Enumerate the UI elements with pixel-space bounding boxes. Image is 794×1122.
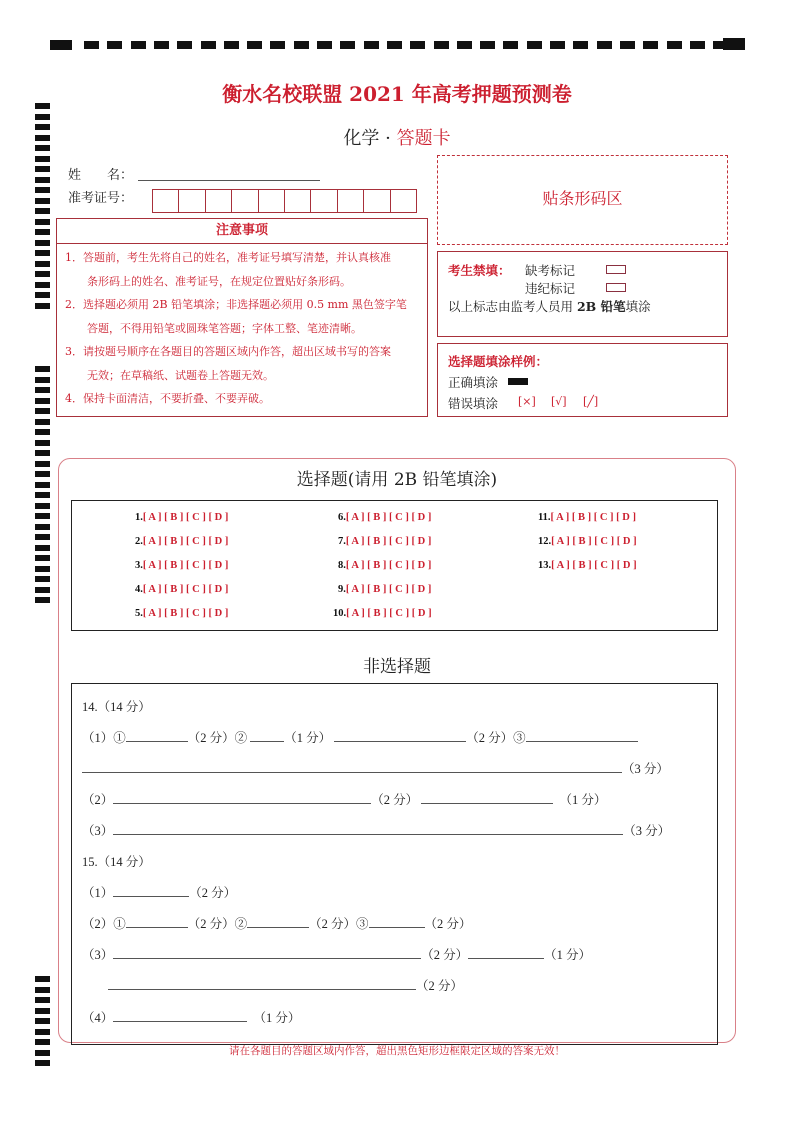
notice-heading: 注意事项 — [57, 219, 427, 244]
answer-options[interactable]: [ A ] [ B ] [ C ] [ D ] — [142, 536, 229, 547]
filled-sample — [508, 378, 528, 385]
question-number: 1. — [135, 512, 143, 523]
label: （2 分）③ — [309, 917, 369, 931]
timing-mark — [35, 587, 50, 593]
timing-mark — [35, 997, 50, 1003]
timing-mark — [35, 303, 50, 309]
label: （3） — [82, 824, 114, 838]
card-label: 答题卡 — [396, 128, 451, 149]
timing-mark — [35, 524, 50, 530]
answer-options[interactable]: [ A ] [ B ] [ C ] [ D ] — [345, 512, 432, 523]
choice-question[interactable] — [338, 584, 431, 595]
answer-blank[interactable] — [113, 822, 623, 835]
choice-question[interactable] — [338, 512, 431, 523]
answer-options[interactable]: [ A ] [ B ] [ C ] [ D ] — [345, 560, 432, 571]
timing-mark — [35, 198, 50, 204]
timing-mark — [35, 1008, 50, 1014]
answer-blank[interactable] — [113, 791, 371, 804]
timing-mark — [35, 419, 50, 425]
timing-mark — [35, 366, 50, 372]
question-number: 3. — [135, 560, 143, 571]
timing-mark — [317, 41, 332, 49]
exam-title: 衡水名校联盟 2021 年高考押题预测卷 — [222, 82, 572, 106]
choice-question[interactable] — [135, 560, 228, 571]
label: （2） — [82, 793, 114, 807]
timing-mark — [410, 41, 425, 49]
q15-row — [82, 883, 236, 901]
id-digit-box[interactable] — [363, 189, 390, 213]
choice-question[interactable] — [538, 512, 636, 523]
answer-blank[interactable] — [468, 946, 544, 959]
answer-blank[interactable] — [334, 729, 466, 742]
timing-mark — [35, 282, 50, 288]
barcode-area: 贴条形码区 — [437, 155, 728, 245]
answer-options[interactable]: [ A ] [ B ] [ C ] [ D ] — [346, 608, 432, 619]
label: （3 分） — [622, 762, 669, 776]
answer-blank[interactable] — [113, 946, 421, 959]
timing-mark — [35, 576, 50, 582]
timing-mark — [35, 1018, 50, 1024]
label: （2 分） — [416, 979, 463, 993]
label: （2 分） — [371, 793, 419, 807]
label: （1 分） — [544, 948, 592, 962]
q14-row — [82, 728, 638, 746]
choice-question[interactable] — [135, 584, 228, 595]
timing-mark — [35, 387, 50, 393]
timing-mark — [35, 229, 50, 235]
timing-mark — [573, 41, 588, 49]
timing-mark — [364, 41, 379, 49]
timing-mark — [35, 429, 50, 435]
question-number: 13. — [538, 560, 552, 571]
note-text: 填涂 — [625, 299, 651, 314]
q15-row — [82, 914, 471, 932]
answer-options[interactable]: [ A ] [ B ] [ C ] [ D ] — [142, 512, 229, 523]
choice-question[interactable] — [135, 608, 228, 619]
answer-options[interactable]: [ A ] [ B ] [ C ] [ D ] — [551, 560, 637, 571]
subject: 化学 · — [343, 128, 397, 149]
notice-item: 4．保持卡面清洁，不要折叠、不要弄破。 — [65, 392, 270, 405]
label: （2 分）② — [187, 731, 248, 745]
question-number: 5. — [135, 608, 143, 619]
answer-blank[interactable] — [108, 977, 416, 990]
notice-box — [56, 218, 428, 417]
id-digit-box[interactable] — [390, 189, 417, 213]
timing-mark — [480, 41, 495, 49]
answer-blank[interactable] — [113, 884, 189, 897]
answer-blank[interactable] — [82, 760, 622, 773]
answer-options[interactable]: [ A ] [ B ] [ C ] [ D ] — [551, 536, 637, 547]
answer-blank[interactable] — [126, 729, 188, 742]
timing-mark — [35, 1029, 50, 1035]
answer-blank[interactable] — [250, 729, 284, 742]
sample-label: 选择题填涂样例： — [448, 354, 549, 369]
timing-mark — [527, 41, 542, 49]
answer-blank[interactable] — [113, 1009, 247, 1022]
subject-title — [0, 124, 794, 150]
absent-checkbox[interactable] — [606, 265, 626, 274]
answer-options[interactable]: [ A ] [ B ] [ C ] [ D ] — [142, 584, 229, 595]
label: （1）① — [82, 731, 126, 745]
label: （2 分）② — [187, 917, 248, 931]
label: （3 分） — [623, 824, 671, 838]
notice-item: 答题，不得用铅笔或圆珠笔答题；字体工整、笔迹清晰。 — [87, 321, 362, 335]
label: （1 分） — [284, 731, 332, 745]
timing-mark — [35, 271, 50, 277]
timing-mark — [690, 41, 705, 49]
label: （3） — [82, 948, 114, 962]
id-digit-box[interactable] — [258, 189, 285, 213]
choice-question[interactable] — [538, 560, 637, 571]
timing-mark — [294, 41, 309, 49]
question-number: 10. — [333, 608, 347, 619]
id-digit-box[interactable] — [284, 189, 311, 213]
choice-question[interactable] — [338, 560, 431, 571]
choice-question[interactable] — [135, 536, 228, 547]
notice-item: 无效；在草稿纸、试题卷上答题无效。 — [87, 368, 274, 382]
timing-mark — [35, 240, 50, 246]
question-number: 6. — [338, 512, 346, 523]
choice-question[interactable] — [333, 608, 432, 619]
timing-mark — [35, 597, 50, 603]
timing-mark — [131, 41, 146, 49]
timing-mark — [457, 41, 472, 49]
timing-mark — [35, 261, 50, 267]
timing-mark — [247, 41, 262, 49]
timing-mark — [597, 41, 612, 49]
timing-mark — [35, 440, 50, 446]
id-digit-box[interactable] — [337, 189, 364, 213]
timing-mark — [50, 40, 72, 50]
forbidden-label: 考生禁填： — [448, 263, 511, 278]
note-bold: 2B 铅笔 — [576, 299, 626, 314]
label: （2 分） — [189, 886, 237, 900]
notice-item: 3．请按题号顺序在各题目的答题区域内作答，超出区域书写的答案 — [65, 345, 391, 358]
answer-options[interactable]: [ A ] [ B ] [ C ] [ D ] — [550, 512, 636, 523]
sample-box — [437, 343, 728, 417]
question-number: 7. — [338, 536, 346, 547]
timing-mark — [35, 250, 50, 256]
q14-row — [82, 790, 606, 808]
id-digit-box[interactable] — [152, 189, 179, 213]
timing-mark — [35, 976, 50, 982]
name-label: 姓 名： — [68, 168, 134, 183]
question-number: 2. — [135, 536, 143, 547]
answer-blank[interactable] — [526, 729, 638, 742]
forbidden-note — [448, 297, 651, 315]
timing-mark — [434, 41, 449, 49]
timing-mark — [503, 41, 518, 49]
id-digit-box[interactable] — [178, 189, 205, 213]
timing-mark — [35, 555, 50, 561]
notice-item: 1．答题前，考生先将自己的姓名，准考证号填写清楚，并认真核准 — [65, 251, 391, 264]
answer-options[interactable]: [ A ] [ B ] [ C ] [ D ] — [345, 584, 432, 595]
q15-row — [82, 1008, 300, 1026]
label: （1 分） — [259, 1011, 301, 1025]
timing-mark — [84, 41, 99, 49]
timing-mark — [35, 987, 50, 993]
notice-item: 2．选择题必须用 2B 铅笔填涂；非选择题必须用 0.5 mm 黑色签字笔 — [65, 298, 407, 311]
timing-mark — [35, 450, 50, 456]
timing-mark — [154, 41, 169, 49]
timing-mark — [35, 208, 50, 214]
id-label: 准考证号： — [68, 191, 134, 206]
timing-mark — [35, 292, 50, 298]
timing-mark — [620, 41, 635, 49]
timing-mark — [35, 377, 50, 383]
timing-mark — [35, 398, 50, 404]
choice-question[interactable] — [135, 512, 228, 523]
timing-mark — [35, 492, 50, 498]
question-number: 12. — [538, 536, 552, 547]
timing-mark — [35, 219, 50, 225]
notice-item: 条形码上的姓名、准考证号，在规定位置贴好条形码。 — [87, 274, 351, 288]
question-number: 9. — [338, 584, 346, 595]
question-number: 11. — [538, 512, 551, 523]
answer-options[interactable]: [ A ] [ B ] [ C ] [ D ] — [142, 608, 229, 619]
answer-blank[interactable] — [369, 915, 425, 928]
timing-mark — [35, 156, 50, 162]
answer-blank[interactable] — [126, 915, 188, 928]
forbidden-box — [437, 251, 728, 337]
timing-mark — [35, 566, 50, 572]
wrong-label: 错误填涂 — [448, 396, 499, 411]
label: （2）① — [82, 917, 126, 931]
q15-row — [108, 976, 463, 994]
note-text: 以上标志由监考人员用 — [448, 299, 577, 314]
wrong-sample: [√] — [551, 395, 567, 408]
timing-mark — [35, 545, 50, 551]
timing-mark — [201, 41, 216, 49]
answer-blank[interactable] — [421, 791, 553, 804]
timing-mark — [35, 187, 50, 193]
choice-section-title: 选择题(请用 2B 铅笔填涂) — [296, 470, 498, 490]
label: （2 分） — [421, 948, 469, 962]
timing-mark — [35, 177, 50, 183]
id-digit-box[interactable] — [205, 189, 232, 213]
label: （4） — [82, 1011, 114, 1025]
timing-mark — [177, 41, 192, 49]
timing-mark — [35, 114, 50, 120]
id-digit-box[interactable] — [231, 189, 258, 213]
footer-warning: 请在各题目的答题区域内作答，超出黑色矩形边框限定区域的答案无效！ — [229, 1045, 565, 1057]
q14-row — [82, 821, 670, 839]
choice-question[interactable] — [338, 536, 431, 547]
q14-row — [82, 759, 669, 777]
timing-mark — [667, 41, 682, 49]
timing-mark — [35, 534, 50, 540]
question-number: 4. — [135, 584, 143, 595]
correct-label: 正确填涂 — [448, 375, 499, 390]
name-field[interactable] — [138, 180, 320, 181]
q15-heading: 15.（14 分） — [82, 855, 151, 869]
timing-mark — [550, 41, 565, 49]
timing-mark — [35, 408, 50, 414]
timing-mark — [270, 41, 285, 49]
question-number: 8. — [338, 560, 346, 571]
violation-checkbox[interactable] — [606, 283, 626, 292]
choice-question[interactable] — [538, 536, 637, 547]
timing-mark — [713, 41, 728, 49]
timing-mark — [35, 513, 50, 519]
answer-blank[interactable] — [247, 915, 309, 928]
label: （2 分）③ — [466, 731, 526, 745]
q15-row — [82, 945, 591, 963]
wrong-sample: [╱] — [583, 395, 599, 408]
answer-options[interactable]: [ A ] [ B ] [ C ] [ D ] — [345, 536, 432, 547]
violation-label: 违纪标记 — [525, 281, 576, 296]
label: （1） — [82, 886, 114, 900]
label: （1 分） — [565, 793, 607, 807]
absent-label: 缺考标记 — [525, 263, 576, 278]
timing-mark — [35, 166, 50, 172]
id-digit-box[interactable] — [310, 189, 337, 213]
wrong-sample: [×] — [518, 395, 536, 408]
q14-heading: 14.（14 分） — [82, 700, 151, 714]
timing-mark — [35, 1060, 50, 1066]
timing-mark — [224, 41, 239, 49]
timing-mark — [340, 41, 355, 49]
label: （2 分） — [424, 917, 472, 931]
timing-mark — [35, 503, 50, 509]
nonchoice-section-title: 非选择题 — [363, 657, 431, 677]
timing-mark — [107, 41, 122, 49]
timing-mark — [387, 41, 402, 49]
answer-options[interactable]: [ A ] [ B ] [ C ] [ D ] — [142, 560, 229, 571]
timing-mark — [643, 41, 658, 49]
